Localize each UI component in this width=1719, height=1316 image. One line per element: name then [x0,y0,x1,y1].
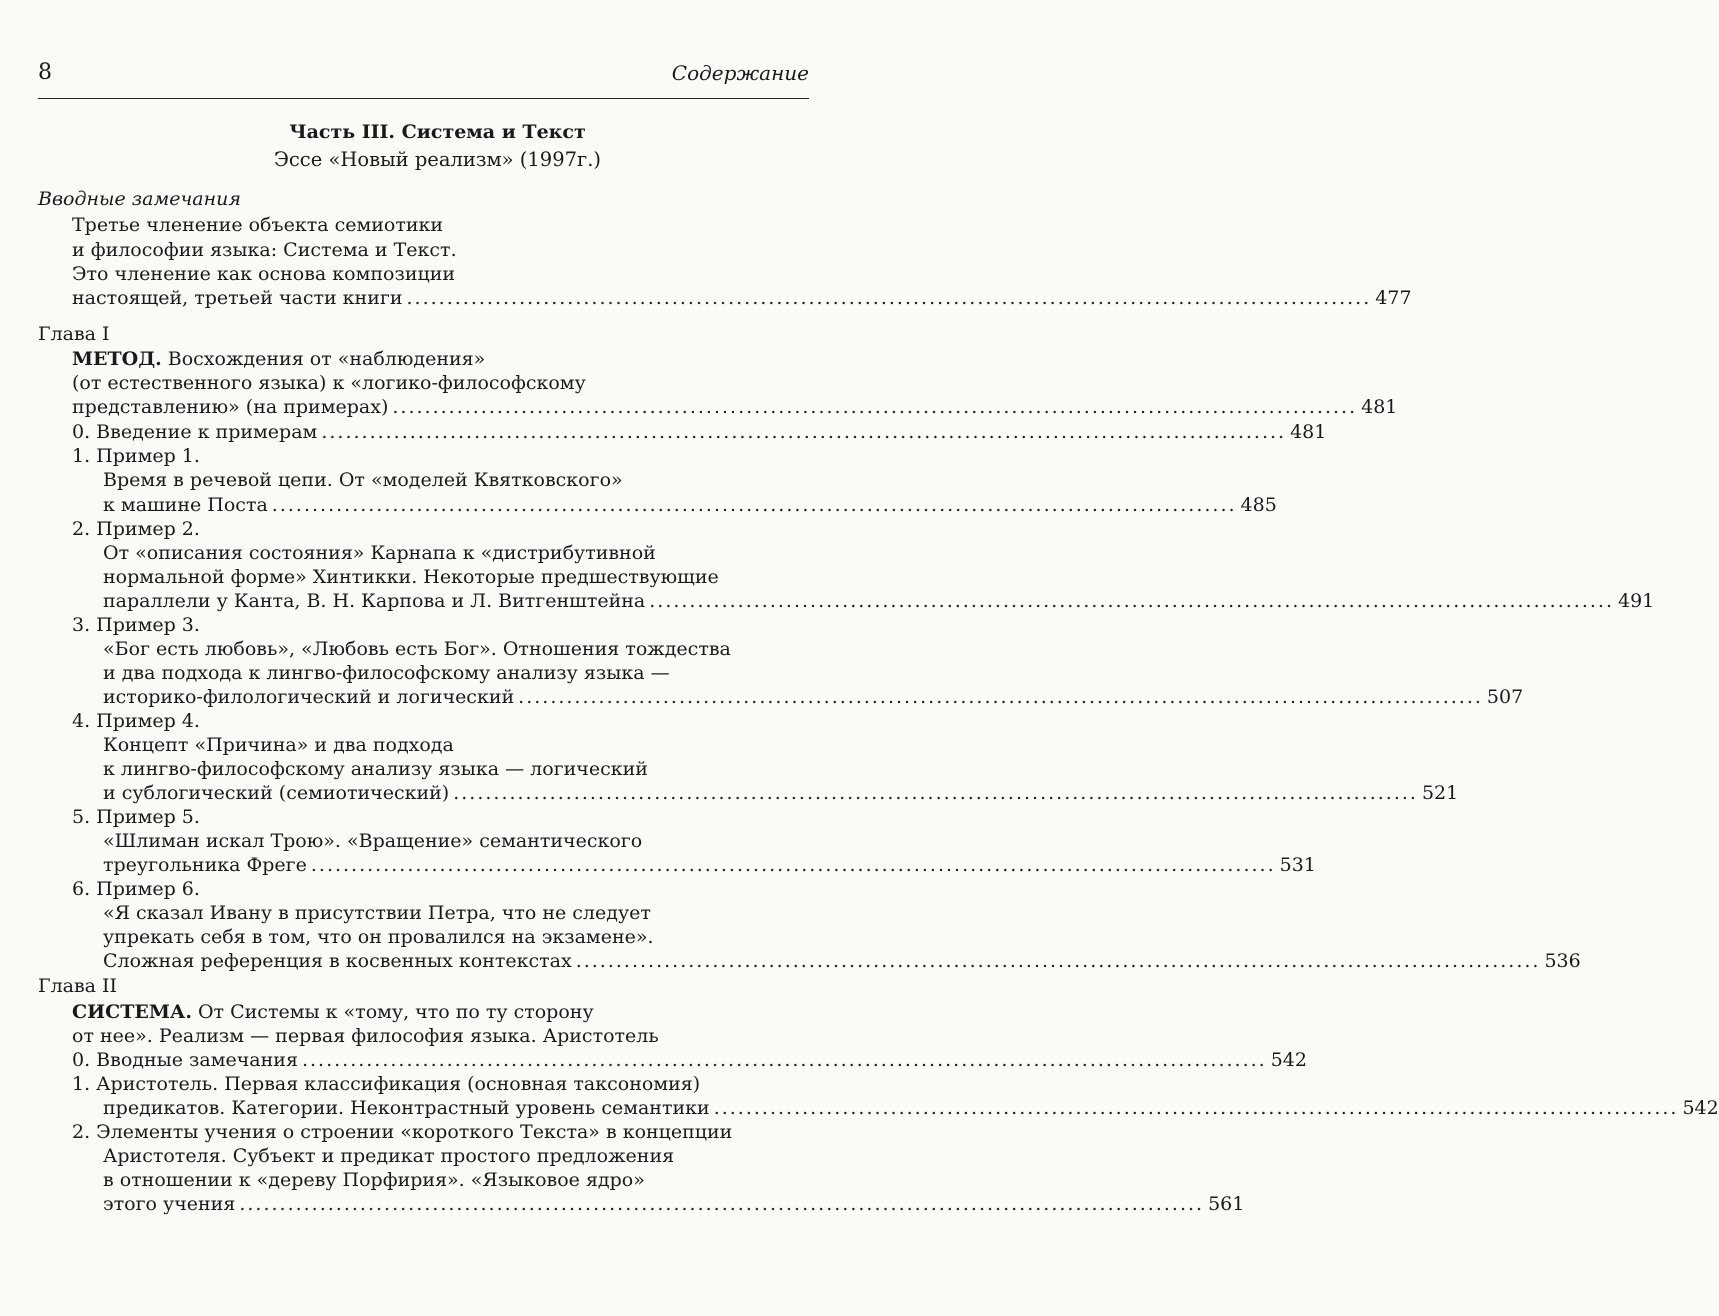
toc-entry-text: представлению» (на примерах) [72,396,389,418]
toc-entry-5[interactable] [103,853,1316,877]
chapter-1-title-rest: Восхождения от «наблюдения» [161,348,486,370]
toc-entry-line: «Шлиман искал Трою». «Вращение» семантического [103,830,643,852]
page-ref: 485 [1240,494,1277,516]
running-title: Содержание [671,61,809,85]
page-ref: 507 [1486,686,1524,708]
toc-entry-text: 0. Введение к примерам [72,421,318,443]
page-ref: 536 [1544,950,1581,972]
page-number: 8 [38,60,52,85]
part-title: Часть III. Система и Текст [289,121,586,143]
toc-entry-4[interactable] [103,781,1459,805]
toc-entry-text: параллели у Канта, В. Н. Карпова и Л. Витгенштейна [103,590,646,612]
toc-entry-6[interactable] [103,949,1581,973]
chapter-2-title-rest: От Системы к «тому, что по ту сторону [191,1001,594,1023]
toc-entry-intro[interactable] [72,286,1412,310]
header-rule [38,98,809,99]
intro-label: Вводные замечания [38,188,241,210]
page-ref: 477 [1375,287,1412,309]
toc-entry-label: 5. Пример 5. [72,806,200,828]
chapter-1-title-bold: МЕТОД. [72,348,162,370]
page-ref: 531 [1279,854,1316,876]
toc-entry-line: в отношении к «дереву Порфирия». «Языковое ядро» [103,1169,645,1191]
toc-entry-line: «Бог есть любовь», «Любовь есть Бог». Отношения тождества [103,638,731,660]
leader-dots: ........................................................................................................................ [321,421,1287,443]
toc-entry-text: и сублогический (семиотический) [103,782,450,804]
toc-entry-line: упрекать себя в том, что он провалился на экзамене». [103,926,654,948]
toc-entry-label: 1. Пример 1. [72,445,200,467]
toc-entry-line: 2. Элементы учения о строении «короткого Текста» в концепции [72,1121,733,1143]
toc-entry-label: 4. Пример 4. [72,710,200,732]
toc-entry-line: Аристотеля. Субъект и предикат простого предложения [103,1145,675,1167]
leader-dots: ........................................................................................................................ [406,287,1372,309]
toc-entry-line: Концепт «Причина» и два подхода [103,734,454,756]
toc-entry-text: 0. Вводные замечания [72,1049,298,1071]
page-ref: 542 [1270,1049,1307,1071]
toc-entry-ch2-0[interactable] [72,1048,1307,1072]
toc-entry-label: 2. Пример 2. [72,518,200,540]
leader-dots: ........................................................................................................................ [713,1097,1679,1119]
toc-entry-ch2-1[interactable] [103,1096,1719,1120]
page-ref: 481 [1290,421,1327,443]
toc-entry-text: треугольника Фреге [103,854,307,876]
intro-line: и философии языка: Система и Текст. [72,239,457,261]
toc-entry-0[interactable] [72,420,1327,444]
toc-entry-ch2-2[interactable] [103,1192,1245,1216]
page-ref: 481 [1361,396,1398,418]
intro-line: Это членение как основа композиции [72,263,456,285]
toc-entry-line: и два подхода к лингво-философскому анализу языка — [103,662,670,684]
toc-entry-label: 3. Пример 3. [72,614,200,636]
toc-entry-text: этого учения [103,1193,236,1215]
leader-dots: ........................................................................................................................ [301,1049,1267,1071]
toc-entry-line: «Я сказал Ивану в присутствии Петра, что не следует [103,902,651,924]
leader-dots: ........................................................................................................................ [310,854,1276,876]
toc-entry-line: От «описания состояния» Карнапа к «дистрибутивной [103,542,656,564]
toc-entry-label: 6. Пример 6. [72,878,200,900]
toc-entry-1[interactable] [103,493,1277,517]
toc-entry-2[interactable] [103,589,1655,613]
leader-dots: ........................................................................................................................ [518,686,1483,708]
chapter-1-label: Глава I [38,323,110,345]
chapter-2-label: Глава II [38,975,118,997]
leader-dots: ........................................................................................................................ [392,396,1358,418]
page-ref: 491 [1617,590,1655,612]
toc-entry-text: к машине Поста [103,494,268,516]
chapter-1-title [72,347,485,371]
chapter-1-title-line: (от естественного языка) к «логико-философскому [72,372,586,394]
leader-dots: ........................................................................................................................ [239,1193,1205,1215]
chapter-2-title-bold: СИСТЕМА. [72,1001,192,1023]
leader-dots: ........................................................................................................................ [271,494,1237,516]
toc-entry-text: предикатов. Категории. Неконтрастный уровень семантики [103,1097,710,1119]
page-ref: 561 [1208,1193,1245,1215]
toc-entry-chapter-1[interactable] [72,395,1398,419]
toc-entry-line: к лингво-философскому анализу языка — логический [103,758,648,780]
page-ref: 521 [1421,782,1459,804]
toc-entry-text: историко-филологический и логический [103,686,515,708]
intro-line: Третье членение объекта семиотики [72,214,444,236]
toc-entry-line: Время в речевой цепи. От «моделей Квятковского» [103,469,623,491]
toc-entry-line: нормальной форме» Хинтикки. Некоторые предшествующие [103,566,719,588]
part-subtitle: Эссе «Новый реализм» (1997г.) [273,148,602,171]
chapter-2-title [72,1000,594,1024]
toc-entry-text: Сложная референция в косвенных контекстах [103,950,572,972]
toc-entry-3[interactable] [103,685,1524,709]
leader-dots: ........................................................................................................................ [575,950,1541,972]
page-ref: 542 [1682,1097,1719,1119]
leader-dots: ........................................................................................................................ [649,590,1614,612]
toc-entry-text: настоящей, третьей части книги [72,287,403,309]
leader-dots: ........................................................................................................................ [453,782,1418,804]
chapter-2-title-line: от нее». Реализм — первая философия языка. Аристотель [72,1025,659,1047]
toc-entry-line: 1. Аристотель. Первая классификация (основная таксономия) [72,1073,701,1095]
